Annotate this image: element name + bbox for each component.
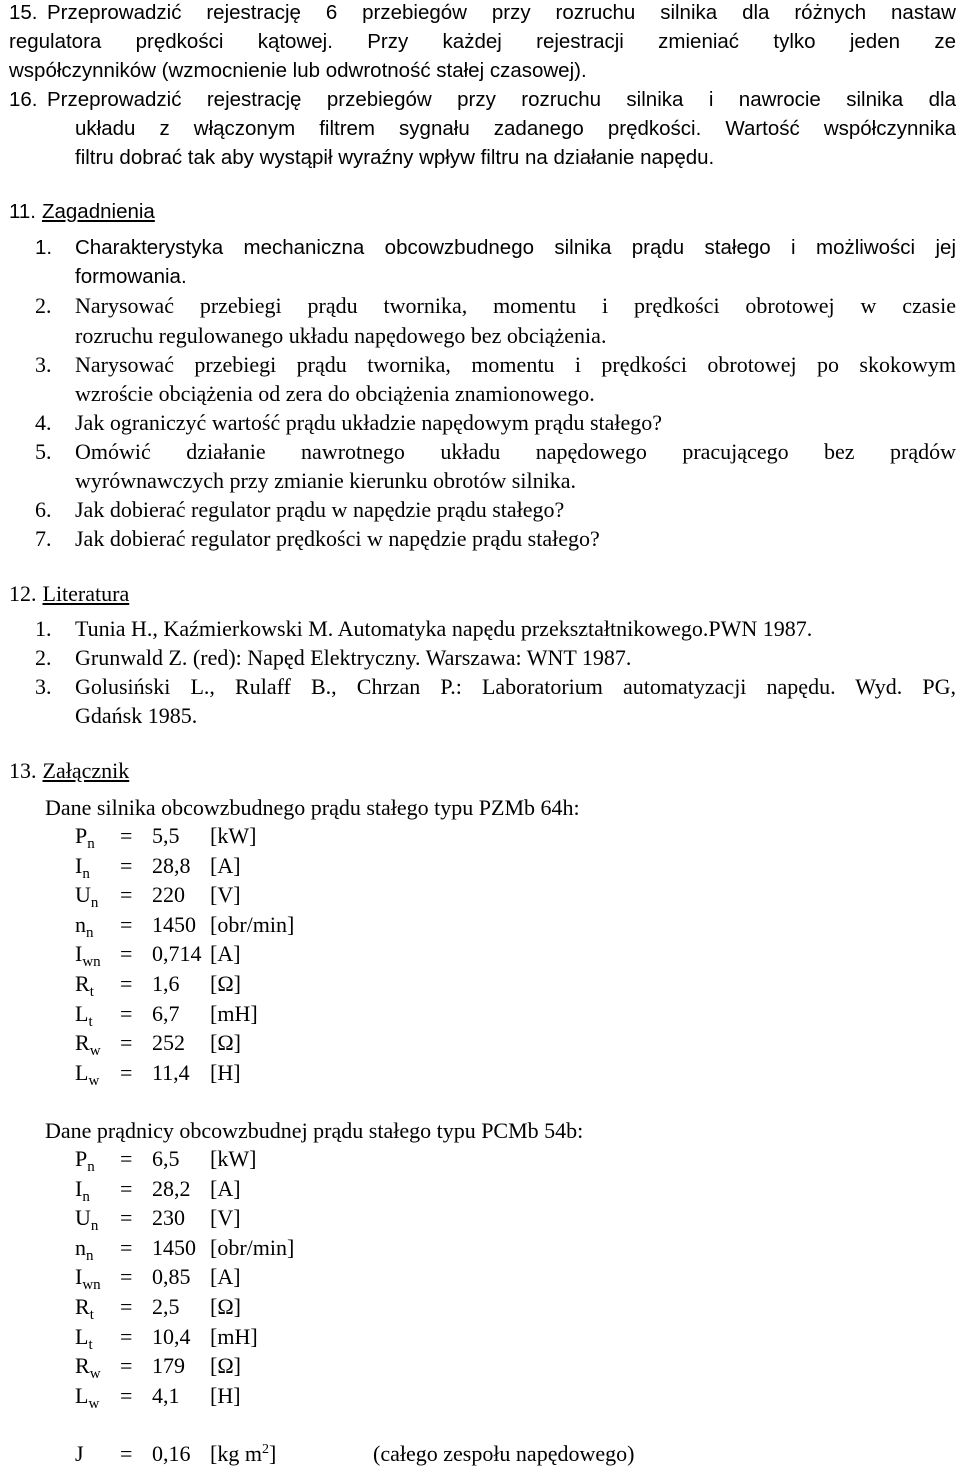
param-value: 252 — [152, 1030, 185, 1056]
param-equals: = — [120, 852, 133, 878]
inertia-note: (całego zespołu napędowego) — [373, 1441, 635, 1466]
param-symbol-subscript: n — [86, 1247, 94, 1264]
param-unit: [A] — [210, 1175, 241, 1201]
param-value: 1450 — [152, 911, 196, 937]
section-title: Załącznik — [42, 758, 130, 783]
list-item-number: 6. — [35, 497, 52, 522]
param-value: 1,6 — [152, 971, 180, 996]
list-item-number: 1. — [35, 236, 53, 259]
param-value: 1450 — [152, 1234, 196, 1260]
param-equals: = — [120, 1059, 133, 1085]
param-equals: = — [120, 1205, 133, 1231]
param-equals: = — [120, 1000, 133, 1026]
param-unit: [Ω] — [210, 1294, 242, 1319]
param-symbol-letter: P — [75, 823, 88, 848]
param-symbol-letter: I — [75, 852, 83, 878]
list-item-line: Jak dobierać regulator prądu w napędzie prądu stałego? — [75, 497, 565, 522]
section-number: 11. — [9, 200, 36, 223]
param-equals: = — [120, 941, 133, 967]
list-item-line: rozruchu regulowanego układu napędowego bez obciążenia. — [75, 323, 607, 348]
list-item-line: formowania. — [75, 265, 187, 288]
param-equals: = — [120, 1382, 133, 1408]
param-symbol-subscript: w — [88, 1395, 100, 1412]
param-symbol-letter: I — [75, 941, 83, 967]
param-unit: [Ω] — [210, 1353, 242, 1379]
param-symbol-letter: P — [75, 1146, 88, 1171]
section-title: Literatura — [42, 581, 130, 606]
param-unit: [A] — [210, 1264, 241, 1290]
param-symbol — [75, 1204, 99, 1235]
param-unit: [obr/min] — [210, 911, 295, 937]
param-symbol — [75, 1059, 99, 1087]
param-equals: = — [120, 1353, 133, 1379]
param-value: 10,4 — [152, 1323, 191, 1349]
param-symbol-subscript: wn — [82, 1277, 101, 1294]
param-unit: [kW] — [210, 823, 257, 848]
param-symbol-letter: I — [75, 1175, 83, 1201]
task-line: Przeprowadzić rejestrację 6 przebiegów przy rozruchu silnika dla różnych nastaw — [47, 1, 956, 24]
param-symbol-subscript: n — [82, 1188, 90, 1205]
param-value: 0,16 — [152, 1441, 191, 1466]
param-symbol — [75, 940, 101, 971]
param-unit — [210, 1440, 276, 1468]
param-symbol — [75, 852, 90, 880]
param-symbol-subscript: wn — [82, 954, 101, 971]
param-value: 28,8 — [152, 852, 191, 878]
list-item-line: Narysować przebiegi prądu twornika, momentu i prędkości obrotowej po skokowym — [75, 352, 956, 377]
param-symbol-subscript: t — [89, 1307, 94, 1323]
task-line: filtru dobrać tak aby wystąpił wyraźny wpływ filtru na działanie napędu. — [75, 146, 715, 169]
param-symbol — [75, 1175, 90, 1203]
param-symbol-subscript: t — [88, 1013, 93, 1030]
param-symbol-letter: U — [75, 1205, 91, 1231]
list-item-line: Jak ograniczyć wartość prądu układzie napędowym prądu stałego? — [75, 410, 663, 435]
param-value: 6,5 — [152, 1146, 180, 1171]
param-symbol — [75, 1263, 101, 1294]
param-symbol-letter: L — [75, 1323, 89, 1349]
list-item-number: 2. — [35, 645, 52, 670]
param-symbol-letter: R — [75, 1294, 90, 1319]
param-symbol-letter: R — [75, 1353, 90, 1379]
list-item-line: Golusiński L., Rulaff B., Chrzan P.: Laboratorium automatyzacji napędu. Wyd. PG, — [75, 674, 956, 699]
param-symbol-letter: L — [75, 1059, 89, 1085]
param-symbol-letter: R — [75, 1030, 90, 1056]
param-value: 0,85 — [152, 1264, 191, 1290]
param-value: 179 — [152, 1353, 185, 1379]
list-item-line: Grunwald Z. (red): Napęd Elektryczny. Warszawa: WNT 1987. — [75, 645, 632, 670]
param-unit: [Ω] — [210, 971, 242, 996]
motor-data-caption: Dane silnika obcowzbudnego prądu stałego typu PZMb 64h: — [45, 795, 580, 820]
param-symbol — [75, 1323, 93, 1351]
param-value: 28,2 — [152, 1175, 191, 1201]
param-symbol — [75, 1234, 94, 1262]
param-symbol-subscript: w — [89, 1366, 101, 1383]
param-equals: = — [120, 882, 133, 908]
unit-base: [kg m — [210, 1441, 262, 1466]
param-value: 5,5 — [152, 823, 180, 848]
param-symbol — [75, 1145, 95, 1173]
list-item-number: 4. — [35, 410, 52, 435]
unit-exponent: 2 — [261, 1442, 269, 1457]
param-unit: [A] — [210, 941, 241, 967]
param-symbol-subscript: w — [88, 1072, 100, 1089]
param-equals: = — [120, 1264, 133, 1290]
param-symbol-letter: n — [75, 1234, 86, 1260]
param-symbol — [75, 1352, 101, 1383]
param-equals: = — [120, 1146, 133, 1171]
list-item-number: 5. — [35, 439, 52, 464]
param-symbol-letter: I — [75, 1264, 83, 1290]
param-symbol — [75, 1000, 93, 1028]
param-equals: = — [120, 1175, 133, 1201]
param-symbol-subscript: n — [87, 836, 95, 852]
param-symbol — [75, 822, 95, 850]
param-value: 230 — [152, 1205, 185, 1231]
param-symbol — [75, 881, 99, 912]
param-value: 2,5 — [152, 1294, 180, 1319]
param-symbol-letter: L — [75, 1382, 89, 1408]
param-symbol-subscript: t — [89, 984, 94, 1000]
param-equals: = — [120, 1234, 133, 1260]
param-equals: = — [120, 1294, 133, 1319]
task-number: 15. — [9, 1, 38, 24]
param-symbol — [75, 1382, 99, 1410]
param-equals: = — [120, 1323, 133, 1349]
param-symbol-subscript: n — [87, 1159, 95, 1175]
list-item-line: Charakterystyka mechaniczna obcowzbudnego silnika prądu stałego i możliwości jej — [75, 236, 956, 259]
param-unit: [H] — [210, 1382, 241, 1408]
param-symbol-letter: n — [75, 911, 86, 937]
generator-data-caption: Dane prądnicy obcowzbudnej prądu stałego typu PCMb 54b: — [45, 1118, 584, 1143]
task-number: 16. — [9, 88, 38, 111]
section-heading-zagadnienia — [9, 198, 155, 226]
param-equals: = — [120, 911, 133, 937]
param-symbol-subscript: n — [82, 865, 90, 882]
unit-close: ] — [268, 1441, 277, 1466]
section-number: 12. — [9, 581, 37, 606]
list-item-number: 7. — [35, 526, 52, 551]
param-unit: [kW] — [210, 1146, 257, 1171]
section-number: 13. — [9, 758, 37, 783]
param-unit: [V] — [210, 1205, 241, 1231]
param-symbol: J — [75, 1441, 84, 1466]
list-item-line: Narysować przebiegi prądu twornika, momentu i prędkości obrotowej w czasie — [75, 293, 956, 318]
param-symbol-subscript: n — [90, 895, 99, 912]
param-symbol-letter: R — [75, 971, 90, 996]
param-unit: [A] — [210, 852, 241, 878]
list-item-line: Jak dobierać regulator prędkości w napędzie prądu stałego? — [75, 526, 600, 551]
section-title: Zagadnienia — [41, 200, 155, 223]
param-unit: [mH] — [210, 1323, 258, 1349]
list-item-line: wzroście obciążenia od zera do obciążenia znamionowego. — [75, 381, 595, 406]
param-value: 6,7 — [152, 1000, 180, 1026]
param-symbol-subscript: n — [86, 924, 94, 941]
list-item-number: 2. — [35, 293, 52, 318]
param-unit: [mH] — [210, 1000, 258, 1026]
task-line: układu z włączonym filtrem sygnału zadanego prędkości. Wartość współczynnika — [75, 117, 956, 140]
param-value: 0,714 — [152, 941, 202, 967]
param-value: 11,4 — [152, 1059, 190, 1085]
section-heading-literatura — [9, 580, 129, 608]
param-symbol-letter: U — [75, 882, 91, 908]
param-equals: = — [120, 823, 133, 848]
param-unit: [Ω] — [210, 1030, 242, 1056]
param-symbol — [75, 911, 94, 939]
list-item-number: 3. — [35, 352, 52, 377]
param-symbol-subscript: n — [90, 1218, 99, 1235]
task-line: regulatora prędkości kątowej. Przy każdej rejestracji zmieniać tylko jeden ze — [9, 30, 956, 53]
param-equals: = — [120, 1030, 133, 1056]
param-symbol — [75, 1293, 94, 1321]
list-item-number: 1. — [35, 616, 52, 641]
param-symbol — [75, 970, 94, 998]
task-line: współczynników (wzmocnienie lub odwrotność stałej czasowej). — [9, 59, 587, 82]
list-item-line: Omówić działanie nawrotnego układu napędowego pracującego bez prądów — [75, 439, 956, 464]
param-value: 220 — [152, 882, 185, 908]
param-symbol-subscript: w — [89, 1043, 101, 1060]
param-symbol-letter: L — [75, 1000, 89, 1026]
param-symbol — [75, 1029, 101, 1060]
param-symbol-subscript: t — [88, 1336, 93, 1353]
param-equals: = — [120, 1441, 133, 1466]
task-line: Przeprowadzić rejestrację przebiegów przy rozruchu silnika i nawrocie silnika dla — [47, 88, 956, 111]
param-equals: = — [120, 971, 133, 996]
list-item-line: wyrównawczych przy zmianie kierunku obrotów silnika. — [75, 468, 576, 493]
list-item-number: 3. — [35, 674, 52, 699]
list-item-line: Tunia H., Kaźmierkowski M. Automatyka napędu przekształtnikowego.PWN 1987. — [75, 616, 813, 641]
param-unit: [obr/min] — [210, 1234, 295, 1260]
param-unit: [H] — [210, 1059, 241, 1085]
param-unit: [V] — [210, 882, 241, 908]
section-heading-zalacznik — [9, 757, 129, 785]
param-value: 4,1 — [152, 1382, 180, 1408]
list-item-line: Gdańsk 1985. — [75, 703, 198, 728]
